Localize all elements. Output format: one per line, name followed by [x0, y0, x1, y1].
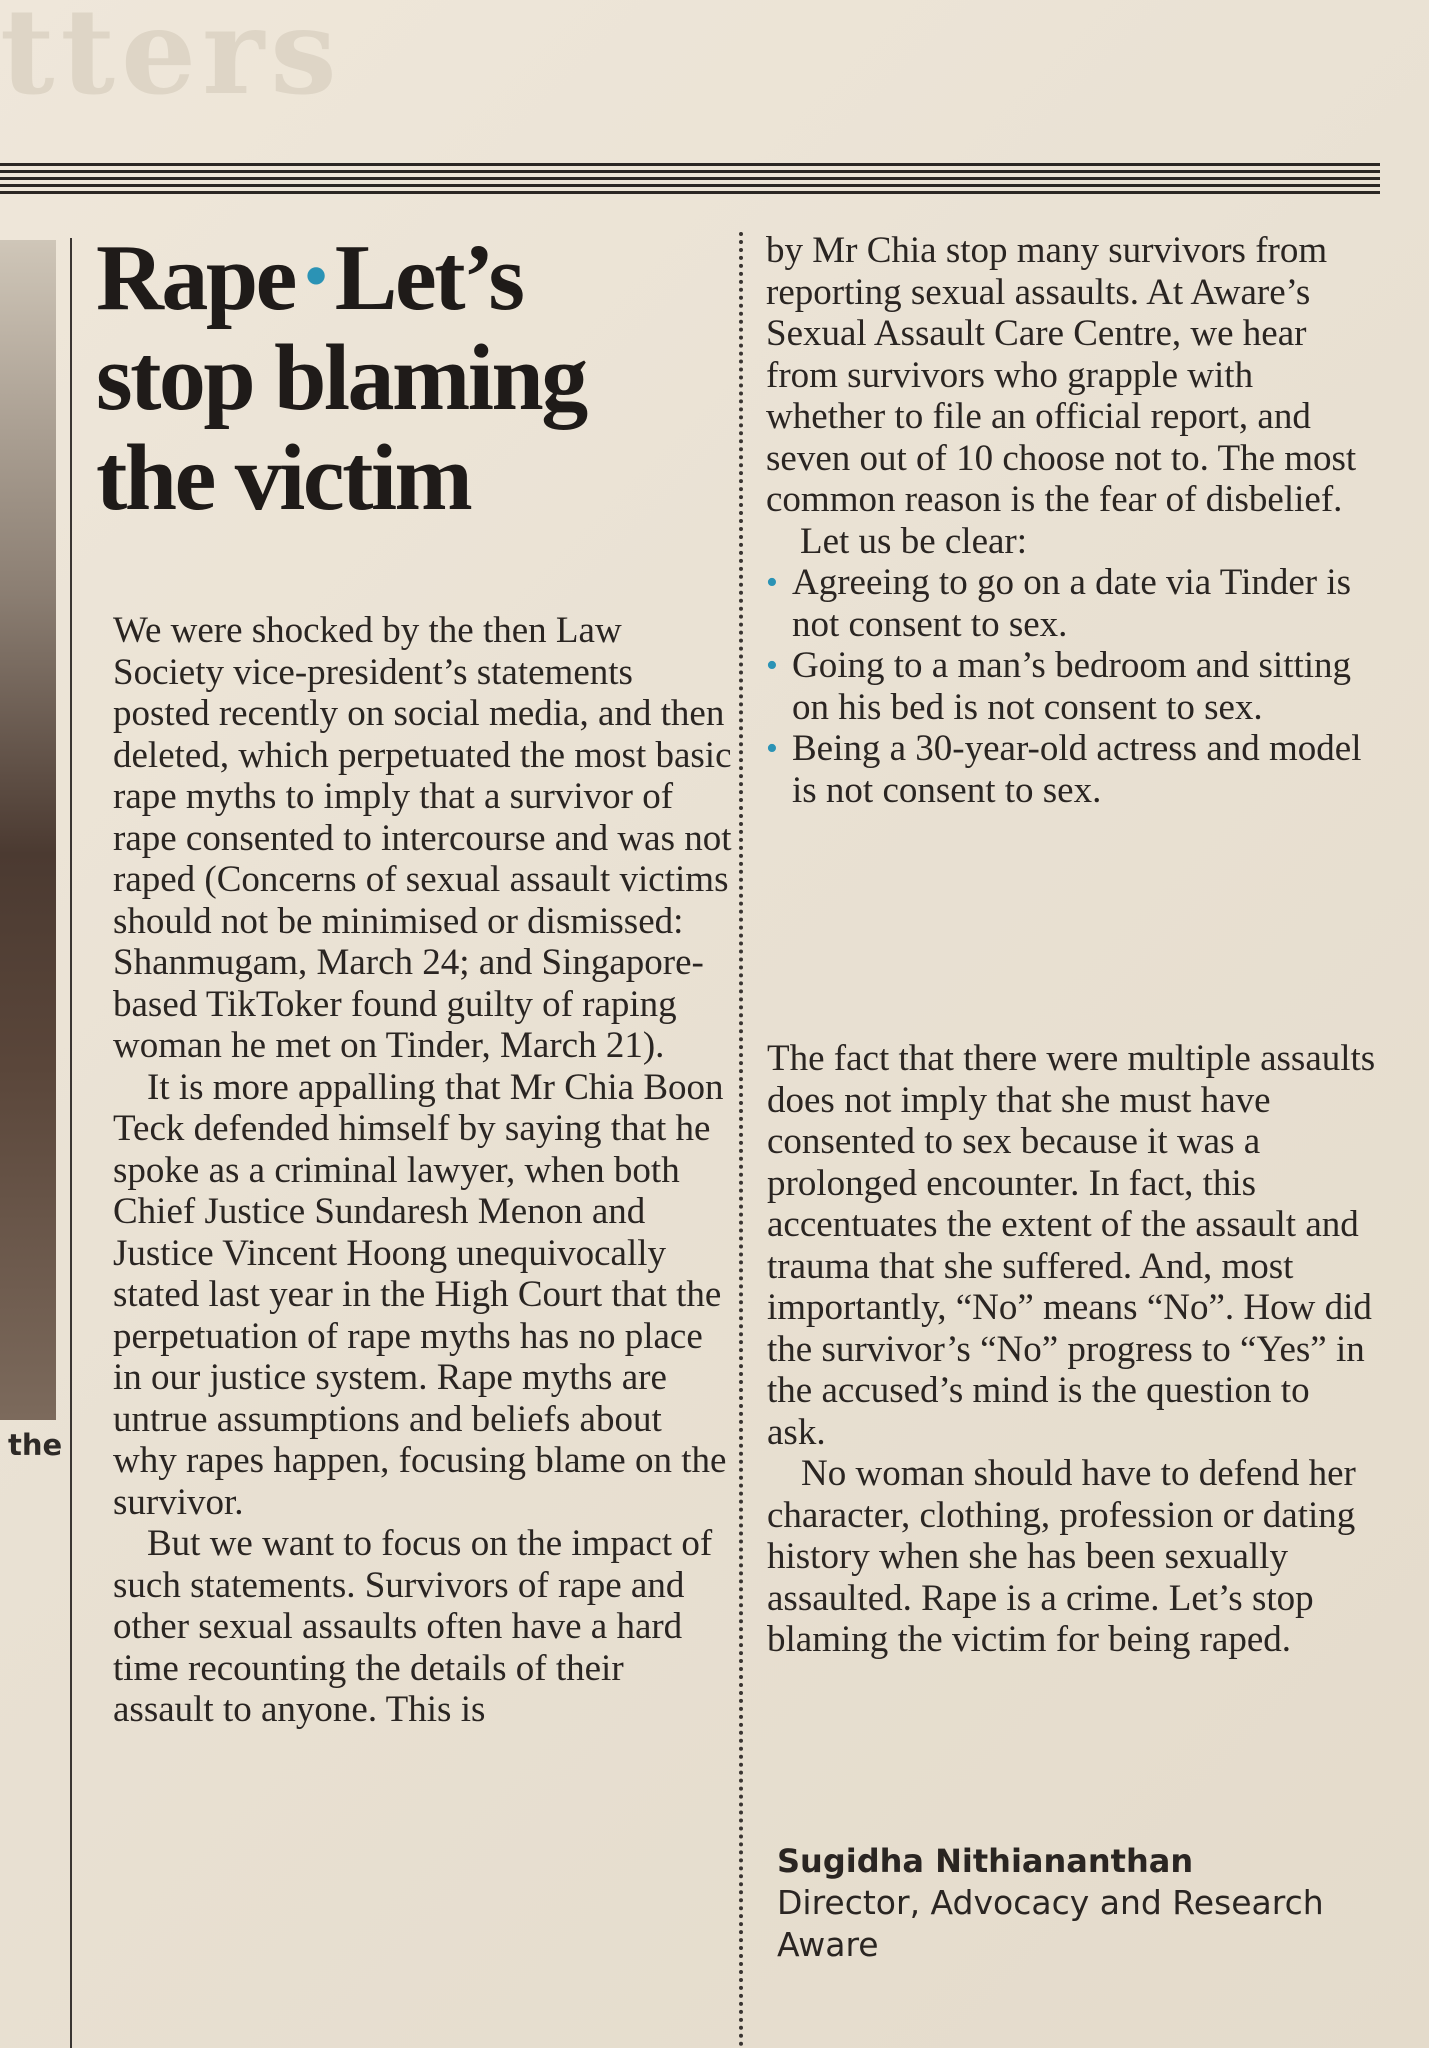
- header-rules: [0, 163, 1380, 198]
- right-column-top: [766, 230, 1376, 811]
- headline-topic: Rape: [96, 226, 295, 330]
- paragraph-2: It is more appalling that Mr Chia Boon Teck defended himself by saying that he spoke as a criminal lawyer, when both Chief Justice Sundaresh Menon and Justice Vincent Hoong unequivocally stated last year in the High Court that the perpetuation of rape myths has no place in our justice system. Rape myths are untrue assumptions and beliefs about why rapes happen, focusing blame on the survivor.: [113, 1066, 727, 1523]
- left-column: [113, 610, 733, 1731]
- masthead-fragment: tters: [0, 0, 343, 121]
- paragraph-3: But we want to focus on the impact of such statements. Survivors of rape and other sexual assaults often have a hard time recounting the details of their assault to anyone. This is: [113, 1523, 713, 1730]
- author-name: Sugidha Nithiananthan: [777, 1842, 1194, 1880]
- right-column-bottom: [767, 1038, 1377, 1661]
- author-title: Director, Advocacy and Research: [777, 1883, 1324, 1922]
- paragraph-closing: No woman should have to defend her character, clothing, profession or dating history when she has been sexually assaulted. Rape is a crime. Let’s stop blaming the victim for being raped.: [767, 1453, 1356, 1660]
- paragraph-1: We were shocked by the then Law Society vice-president’s statements posted recently on social media, and then deleted, which perpetuated the most basic rape myths to imply that a survivor of rape consented to intercourse and was not raped (Concerns of sexual assault victims should not be minimised or dismissed: Shanmugam, March 24; and Singapore-based TikToker found guilty of raping woman he met on Tinder, March 21).: [113, 610, 732, 1066]
- bullet-list: [766, 562, 1376, 811]
- headline-separator: •: [304, 240, 325, 311]
- column-rule-left: [70, 238, 72, 2048]
- headline-title: Let’s stop blaming the victim: [96, 226, 586, 530]
- article-headline: [96, 226, 696, 528]
- paragraph-multiple-assaults: The fact that there were multiple assaults does not imply that she must have consented to sex because it was a prolonged encounter. In fact, this accentuates the extent of the assault and trauma that she suffered. And, most importantly, “No” means “No”. How did the survivor’s “No” progress to “Yes” in the accused’s mind is the question to ask.: [767, 1038, 1376, 1453]
- bullet-item: • Going to a man’s bedroom and sitting on his bed is not consent to sex.: [766, 645, 1376, 728]
- author-organization: Aware: [777, 1925, 879, 1964]
- adjacent-photo-edge: [0, 240, 56, 1420]
- signature-block: [777, 1840, 1377, 1966]
- bullet-item: • Agreeing to go on a date via Tinder is not consent to sex.: [766, 562, 1376, 645]
- lead-in: Let us be clear:: [800, 520, 1028, 562]
- adjacent-caption-fragment: the: [8, 1428, 63, 1462]
- paragraph-continued: by Mr Chia stop many survivors from reporting sexual assaults. At Aware’s Sexual Assault Care Centre, we hear from survivors who grapple with whether to file an official report, and seven out of 10 choose not to. The most common reason is the fear of disbelief.: [766, 230, 1357, 520]
- column-rule-dotted: [739, 232, 743, 2048]
- bullet-item: • Being a 30-year-old actress and model is not consent to sex.: [766, 728, 1376, 811]
